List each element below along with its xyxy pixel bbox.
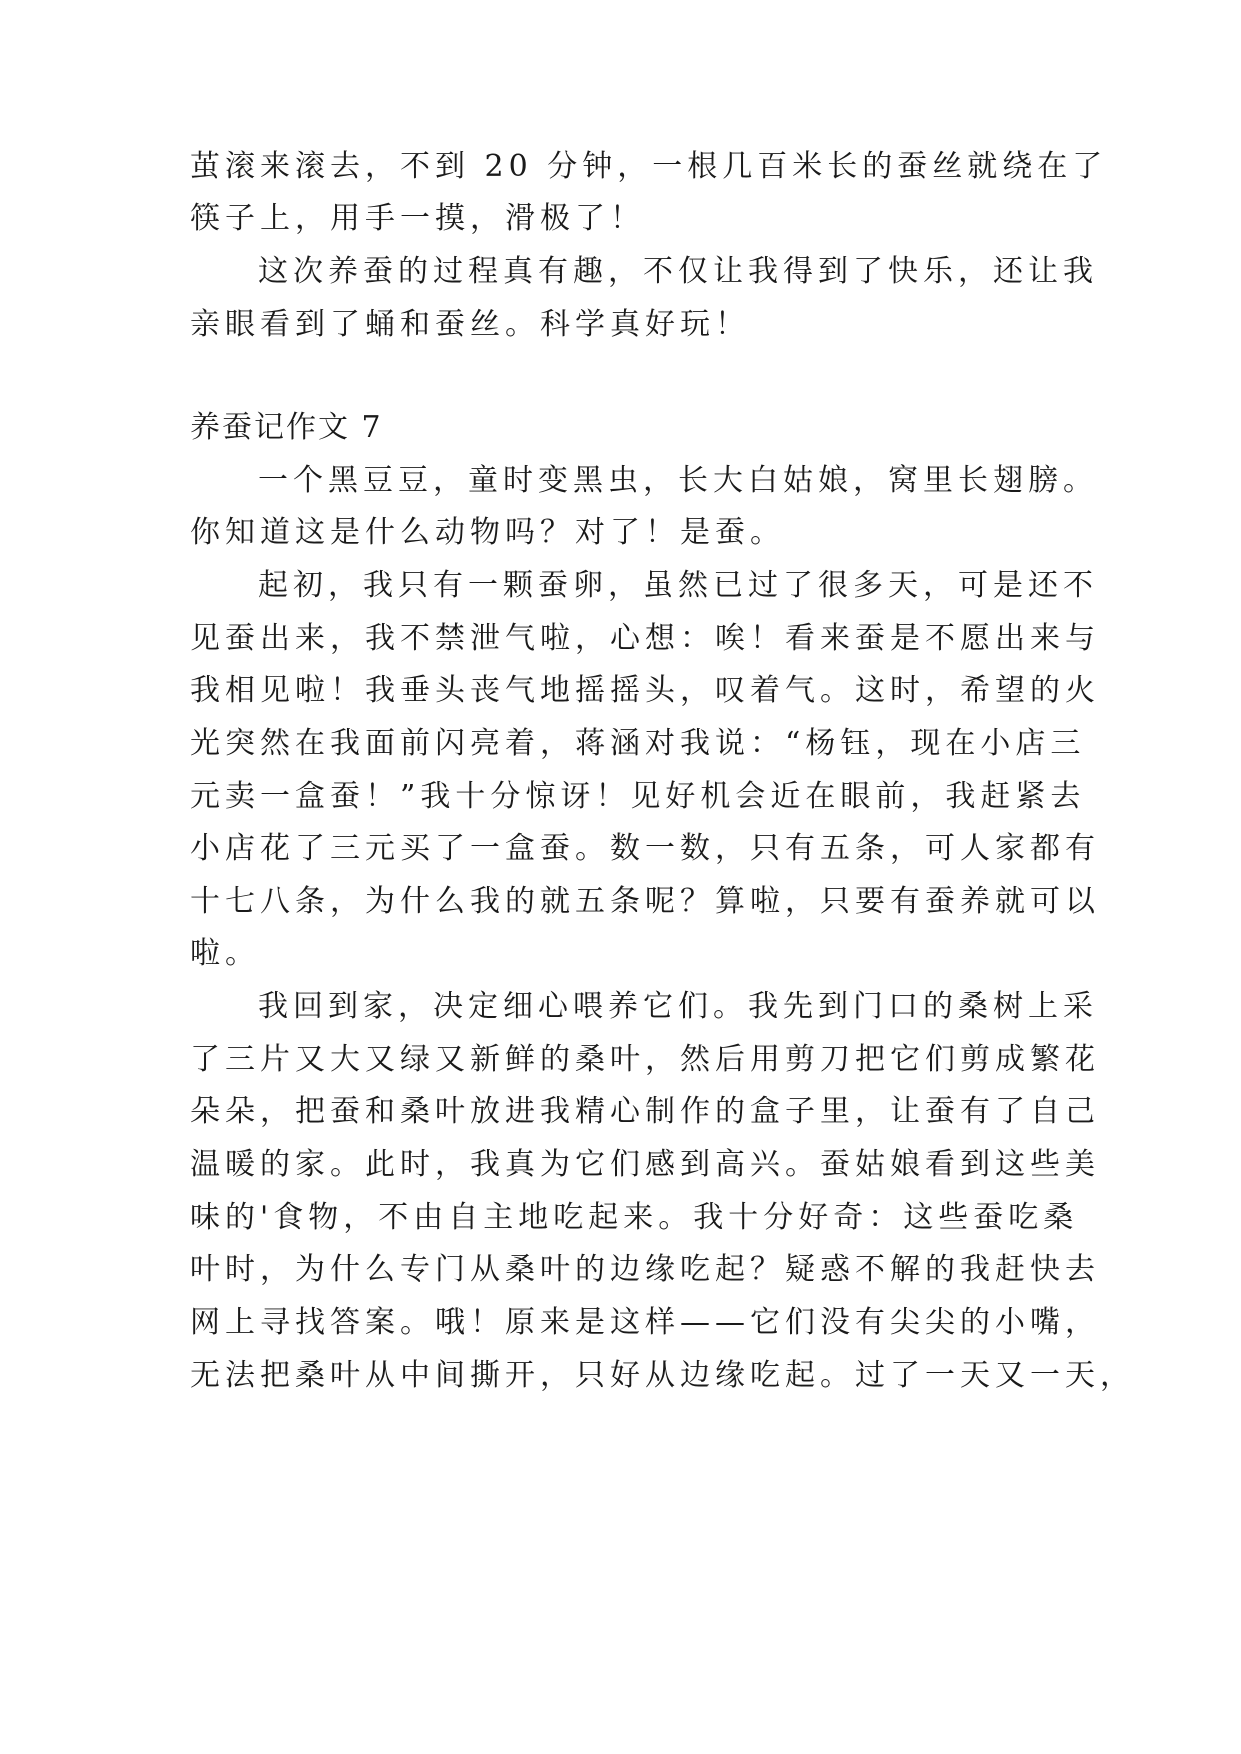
text-line: 茧滚来滚去，不到 20 分钟，一根几百米长的蚕丝就绕在了 xyxy=(190,149,1108,184)
text-line: 元卖一盒蚕！”我十分惊讶！见好机会近在眼前，我赶紧去 xyxy=(190,779,1086,814)
text-line: 筷子上，用手一摸，滑极了！ xyxy=(190,201,645,236)
paragraph-first-line: 我回到家，决定细心喂养它们。我先到门口的桑树上采 xyxy=(258,989,1098,1024)
text-line: 叶时，为什么专门从桑叶的边缘吃起？疑惑不解的我赶快去 xyxy=(190,1252,1100,1287)
text-line: 温暖的家。此时，我真为它们感到高兴。蚕姑娘看到这些美 xyxy=(190,1147,1100,1182)
text-line: 我相见啦！我垂头丧气地摇摇头，叹着气。这时，希望的火 xyxy=(190,673,1100,708)
text-line: 小店花了三元买了一盒蚕。数一数，只有五条，可人家都有 xyxy=(190,831,1100,866)
text-line: 光突然在我面前闪亮着，蒋涵对我说：“杨钰，现在小店三 xyxy=(190,726,1086,761)
text-line: 十七八条，为什么我的就五条呢？算啦，只要有蚕养就可以 xyxy=(190,884,1100,919)
text-line: 朵朵，把蚕和桑叶放进我精心制作的盒子里，让蚕有了自己 xyxy=(190,1094,1100,1129)
text-line: 味的'食物，不由自主地吃起来。我十分好奇：这些蚕吃桑 xyxy=(190,1200,1079,1235)
text-line: 你知道这是什么动物吗？对了！是蚕。 xyxy=(190,515,785,550)
text-line: 网上寻找答案。哦！原来是这样——它们没有尖尖的小嘴， xyxy=(190,1305,1100,1340)
paragraph-first-line: 这次养蚕的过程真有趣，不仅让我得到了快乐，还让我 xyxy=(258,254,1098,289)
text-line: 见蚕出来，我不禁泄气啦，心想：唉！看来蚕是不愿出来与 xyxy=(190,621,1100,656)
section-heading: 养蚕记作文 7 xyxy=(190,410,383,445)
paragraph-first-line: 起初，我只有一颗蚕卵，虽然已过了很多天，可是还不 xyxy=(258,568,1098,603)
text-line: 亲眼看到了蛹和蚕丝。科学真好玩！ xyxy=(190,307,750,342)
paragraph-first-line: 一个黑豆豆，童时变黑虫，长大白姑娘，窝里长翅膀。 xyxy=(258,463,1098,498)
text-line: 无法把桑叶从中间撕开，只好从边缘吃起。过了一天又一天， xyxy=(190,1358,1135,1393)
text-line: 啦。 xyxy=(190,936,260,971)
text-line: 了三片又大又绿又新鲜的桑叶，然后用剪刀把它们剪成繁花 xyxy=(190,1042,1100,1077)
